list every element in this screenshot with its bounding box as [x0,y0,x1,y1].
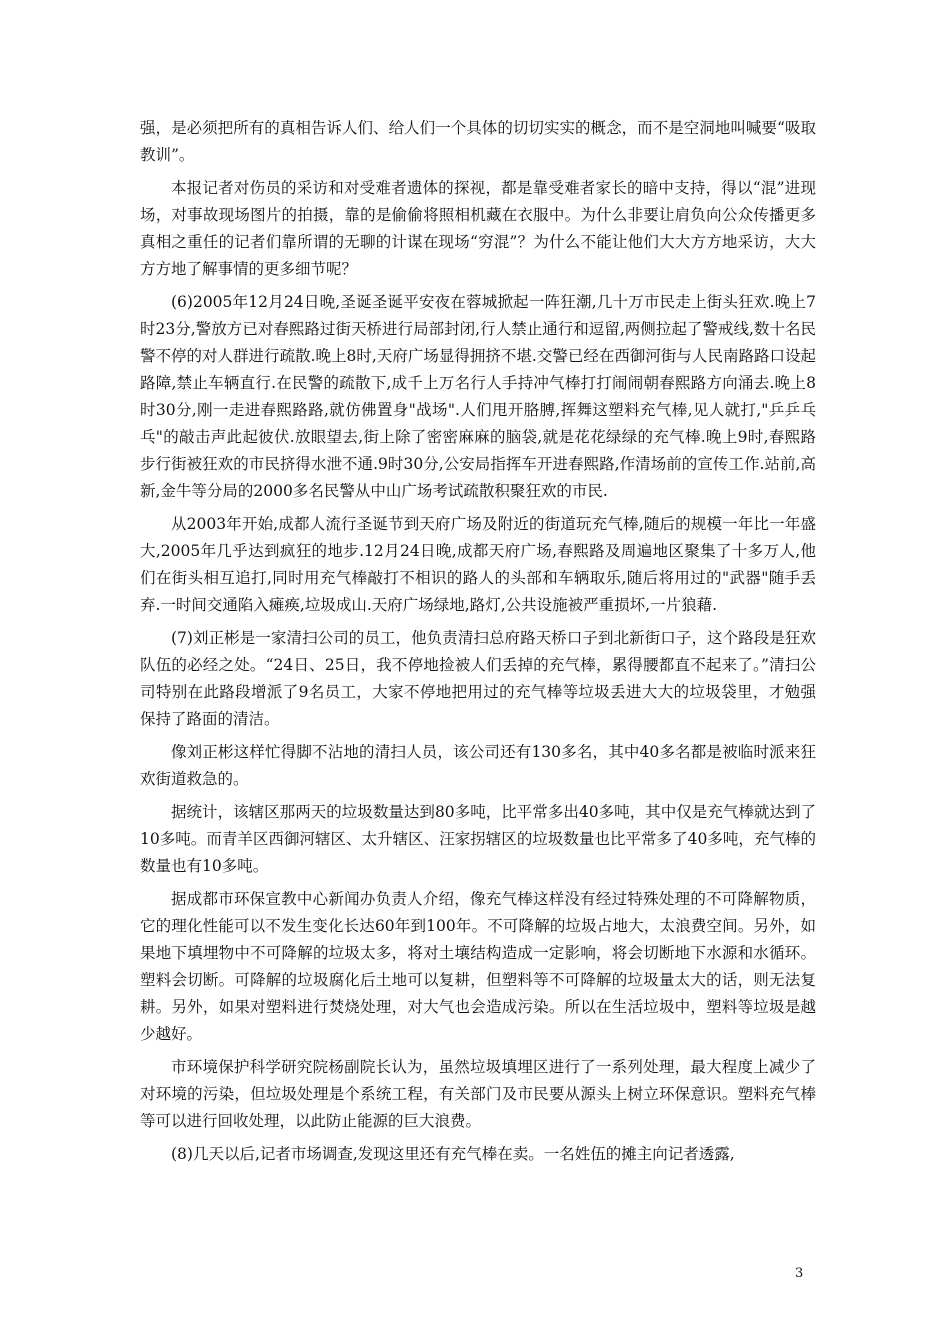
paragraph: 本报记者对伤员的采访和对受难者遗体的探视，都是靠受难者家长的暗中支持，得以“混”进现场，对事故现场图片的拍摄，靠的是偷偷将照相机藏在衣服中。为什么非要让肩负向公众传播更多真相之重任的记者们靠所谓的无聊的计谋在现场“穷混”？为什么不能让他们大大方方地采访，大大方方地了解事情的更多细节呢？ [140,179,816,278]
paragraph: 从2003年开始,成都人流行圣诞节到天府广场及附近的街道玩充气棒,随后的规模一年比一年盛大,2005年几乎达到疯狂的地步.12月24日晚,成都天府广场,春熙路及周遍地区聚集了十多万人,他们在街头相互追打,同时用充气棒敲打不相识的路人的头部和车辆取乐,随后将用过的"武器"随手丢弃.一时间交通陷入瘫痪,垃圾成山.天府广场绿地,路灯,公共设施被严重损坏,一片狼藉. [140,515,816,614]
paragraph: 市环境保护科学研究院杨副院长认为，虽然垃圾填埋区进行了一系列处理，最大程度上减少了对环境的污染，但垃圾处理是个系统工程，有关部门及市民要从源头上树立环保意识。塑料充气棒等可以进行回收处理，以此防止能源的巨大浪费。 [140,1058,816,1130]
paragraph: (7)刘正彬是一家清扫公司的员工，他负责清扫总府路天桥口子到北新街口子，这个路段是狂欢队伍的必经之处。“24日、25日，我不停地捡被人们丢掉的充气棒，累得腰都直不起来了。”清扫公司特别在此路段增派了9名员工，大家不停地把用过的充气棒等垃圾丢进大大的垃圾袋里，才勉强保持了路面的清洁。 [140,629,816,728]
paragraph: 据成都市环保宣教中心新闻办负责人介绍，像充气棒这样没有经过特殊处理的不可降解物质，它的理化性能可以不发生变化长达60年到100年。不可降解的垃圾占地大，太浪费空间。另外，如果地下填埋物中不可降解的垃圾太多，将对土壤结构造成一定影响，将会切断地下水源和水循环。塑料会切断。可降解的垃圾腐化后土地可以复耕，但塑料等不可降解的垃圾量太大的话，则无法复耕。另外，如果对塑料进行焚烧处理，对大气也会造成污染。所以在生活垃圾中，塑料等垃圾是越少越好。 [140,890,816,1043]
paragraph: 像刘正彬这样忙得脚不沾地的清扫人员，该公司还有130多名，其中40多名都是被临时派来狂欢街道救急的。 [140,743,816,788]
paragraph: (6)2005年12月24日晚,圣诞圣诞平安夜在蓉城掀起一阵狂潮,几十万市民走上街头狂欢.晚上7时23分,警放方已对春熙路过街天桥进行局部封闭,行人禁止通行和逗留,两侧拉起了警戒线,数十名民警不停的对人群进行疏散.晚上8时,天府广场显得拥挤不堪.交警已经在西御河街与人民南路路口设起路障,禁止车辆直行.在民警的疏散下,成千上万名行人手持冲气棒打打闹闹朝春熙路方向涌去.晚上8时30分,刚一走进春熙路路,就仿佛置身"战场".人们甩开胳膊,挥舞这塑料充气棒,见人就打,"乒乒乓乓"的敲击声此起彼伏.放眼望去,街上除了密密麻麻的脑袋,就是花花绿绿的充气棒.晚上9时,春熙路步行街被狂欢的市民挤得水泄不通.9时30分,公安局指挥车开进春熙路,作清场前的宣传工作.站前,高新,金牛等分局的2000多名民警从中山广场考试疏散积聚狂欢的市民. [140,293,816,500]
document-body [140,115,816,1174]
paragraph-continued: 强，是必须把所有的真相告诉人们、给人们一个具体的切切实实的概念，而不是空洞地叫喊要“吸取教训”。 [140,119,816,164]
paragraph: 据统计，该辖区那两天的垃圾数量达到80多吨，比平常多出40多吨，其中仅是充气棒就达到了10多吨。而青羊区西御河辖区、太升辖区、汪家拐辖区的垃圾数量也比平常多了40多吨，充气棒的数量也有10多吨。 [140,803,816,875]
paragraph: (8)几天以后,记者市场调查,发现这里还有充气棒在卖。一名姓伍的摊主向记者透露, [171,1145,735,1163]
page-number: 3 [795,1266,804,1281]
